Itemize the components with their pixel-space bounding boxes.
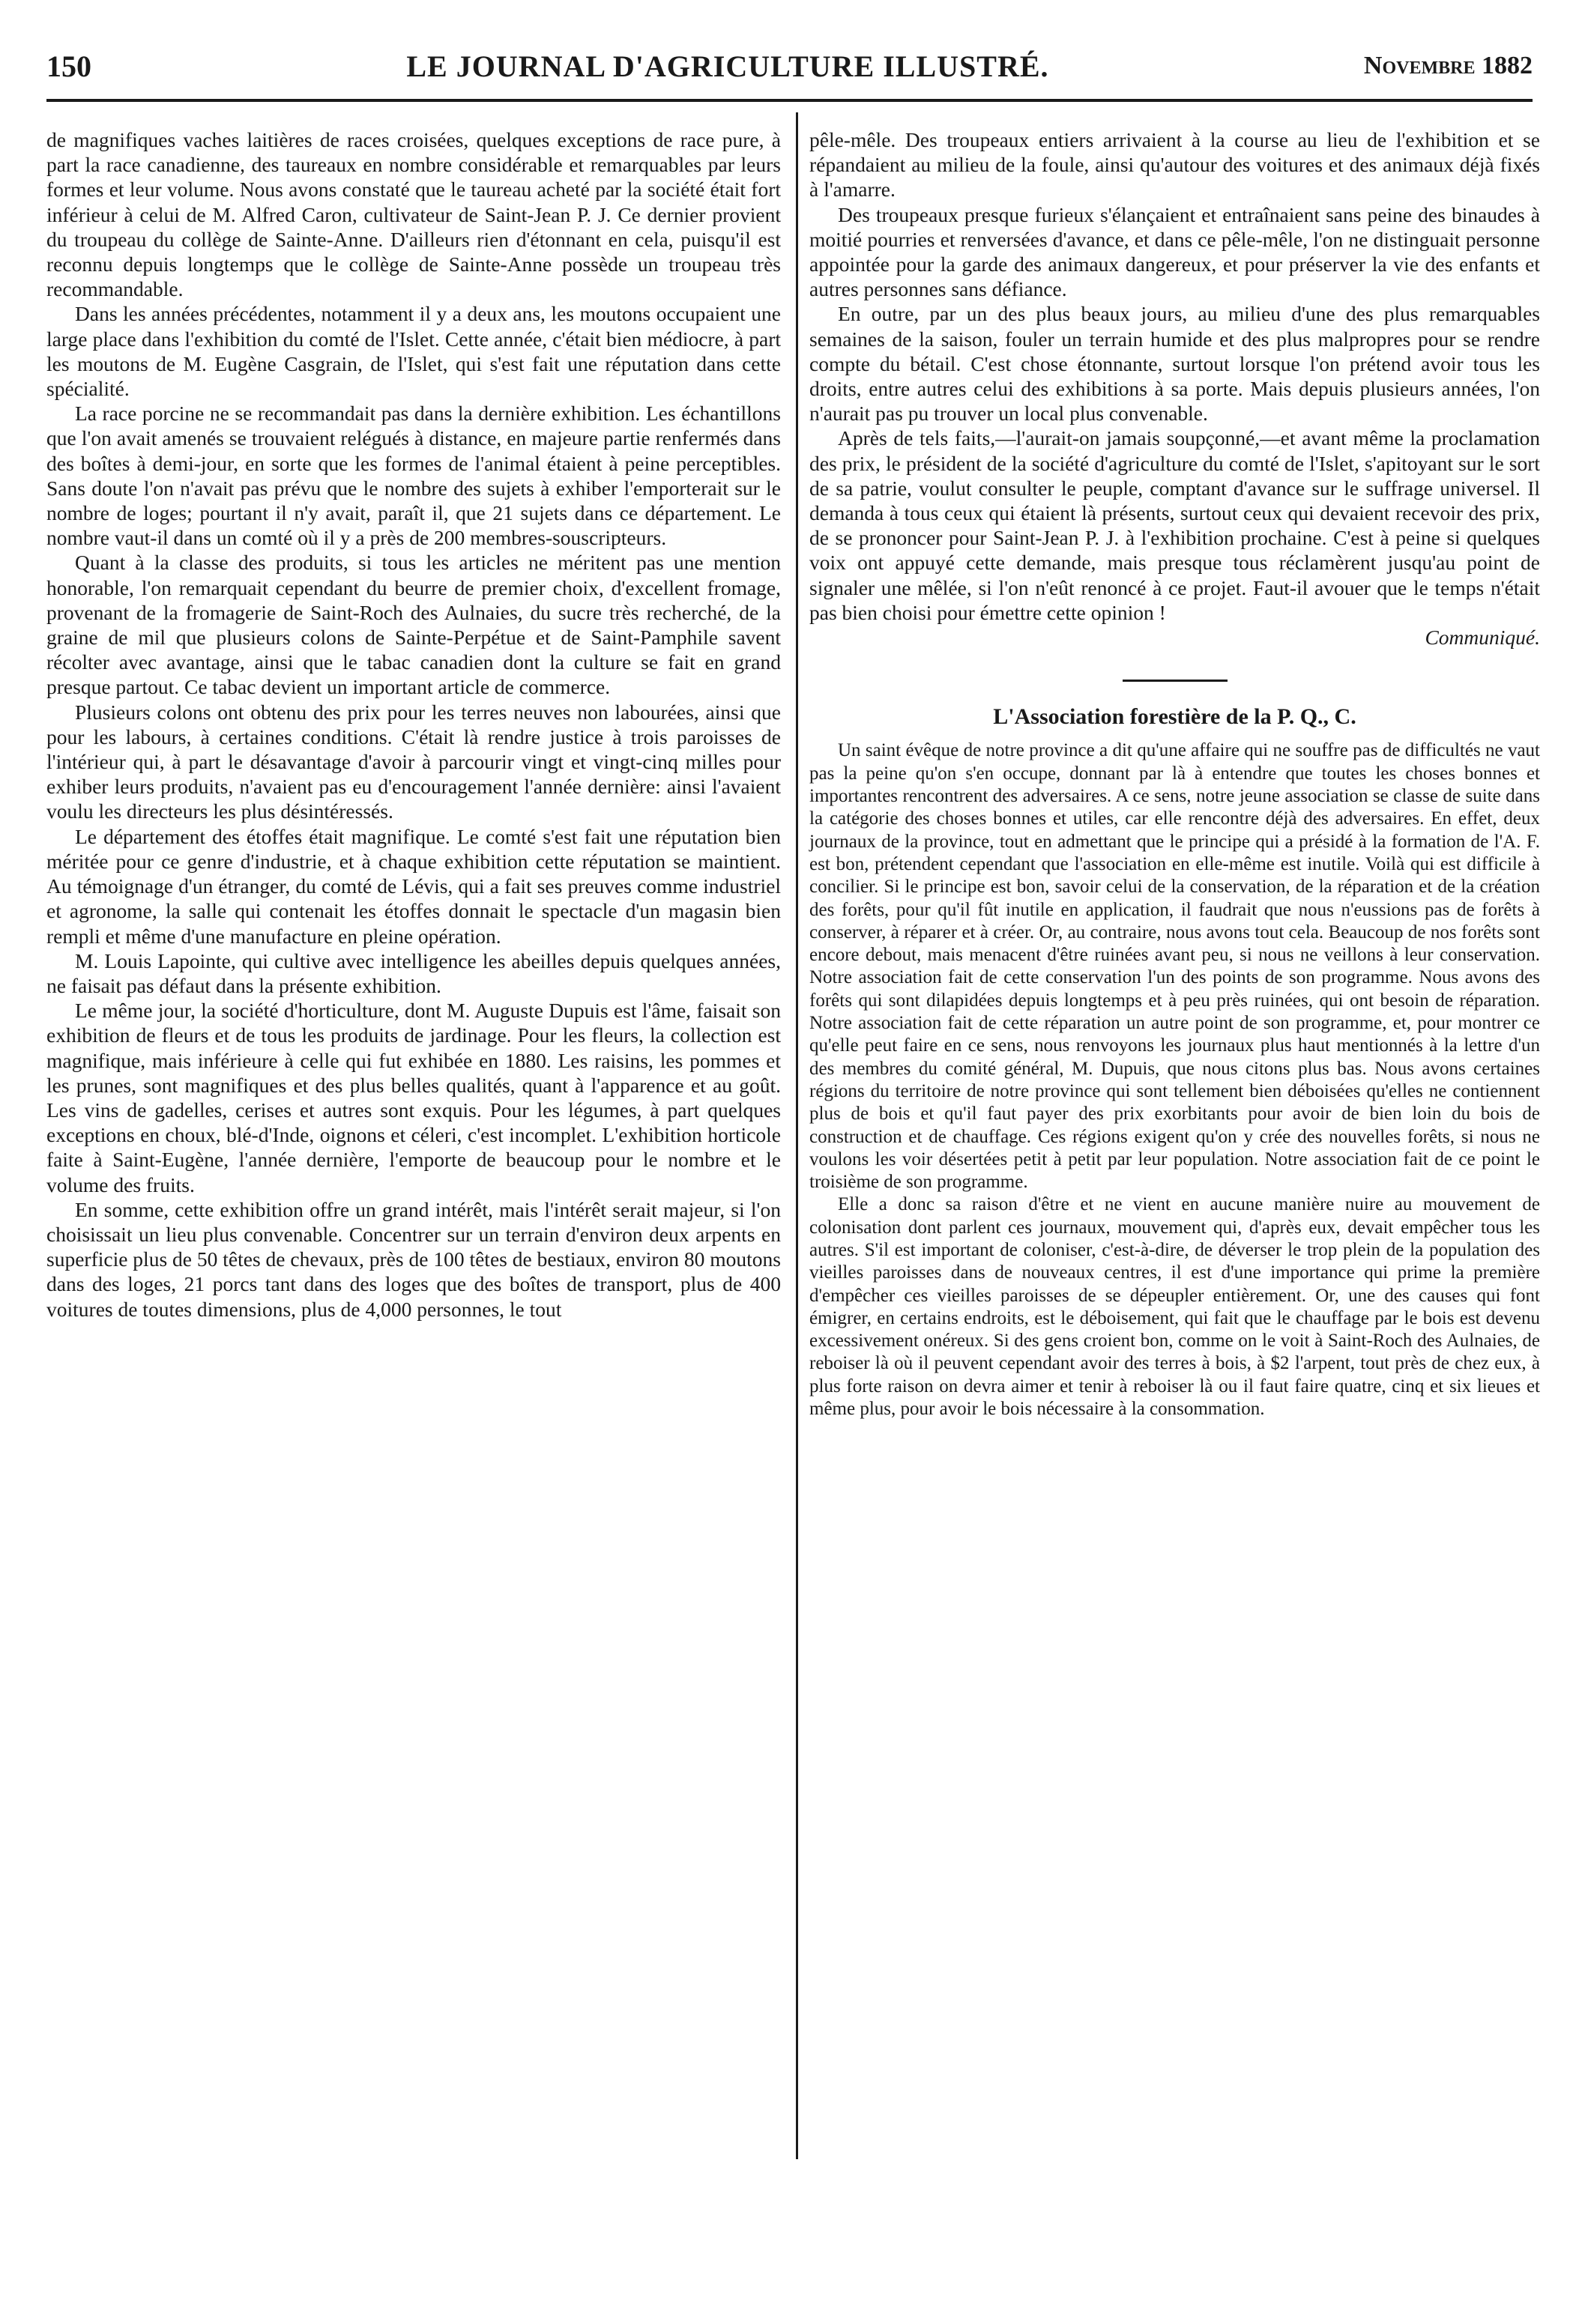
paragraph: pêle-mêle. Des troupeaux entiers arrivaient à la course au lieu de l'exhibition et se répandaient au milieu de la foule, ainsi qu'autour des voitures et des animaux déjà fixés à l'amarre. [809,128,1540,202]
page-header [46,43,1533,88]
section-title: L'Association forestière de la P. Q., C. [993,704,1356,730]
column-divider [796,112,798,2159]
paragraph: Quant à la classe des produits, si tous les articles ne méritent pas une mention honorable, l'on remarquait cependant du beurre de premier choix, d'excellent fromage, provenant de la fromagerie de Saint-Roch des Aulnaies, du sucre très recherché, de la graine de mil que plusieurs colons de Sainte-Perpétue et de Saint-Pamphile savent récolter avec avantage, ainsi que le tabac canadien dont la culture se fait en grand presque partout. Ce tabac devient un important article de commerce. [46,551,781,699]
paragraph: En somme, cette exhibition offre un grand intérêt, mais l'intérêt serait majeur, si l'on choisissait un lieu plus convenable. Concentrer sur un terrain d'environ deux arpents en superficie plus de 50 têtes de chevaux, près de 100 têtes de bestiaux, environ 80 moutons dans des loges, 21 porcs tant dans des loges que des boîtes de transport, plus de 400 voitures de toutes dimensions, plus de 4,000 personnes, le tout [46,1197,781,1321]
article-signature: Communiqué. [1425,626,1540,650]
issue-date: Novembre 1882 [1363,52,1533,79]
header-rule [46,99,1533,102]
paragraph: Le même jour, la société d'horticulture, dont M. Auguste Dupuis est l'âme, faisait son exhibition de fleurs et de tous les produits de jardinage. Pour les fleurs, la collection est magnifique, mais inférieure à celle qui fut exhibée en 1880. Les raisins, les pommes et les prunes, sont magnifiques et des plus belles qualités, quant à l'apparence et au goût. Les vins de gadelles, cerises et autres sont exquis. Pour les légumes, à part quelques exceptions en choux, blé-d'Inde, oignons et céleri, c'est incomplet. L'exhibition horticole faite à Saint-Eugène, l'année dernière, l'emporte de beaucoup pour le nombre et le volume des fruits. [46,999,781,1196]
paragraph: Un saint évêque de notre province a dit qu'une affaire qui ne souffre pas de difficultés ne vaut pas la peine qu'on s'en occupe, donnant par là à entendre que toutes les choses bonnes et importantes rencontrent des adversaires. A ce sens, notre jeune association se classe de suite dans la catégorie des choses bonnes et utiles, car elle rencontre déjà des adversaires. En effet, deux journaux de la province, tout en admettant que le principe qui a présidé à la formation de l'A. F. est bon, prétendent cependant que l'association en elle-même est inutile. Voilà qui est difficile à concilier. Si le principe est bon, savoir celui de la conservation, de la réparation et de la création des forêts, pour qu'il fût inutile en application, il faudrait que nous n'eussions pas de forêts à conserver, à réparer et à créer. Or, au contraire, nous avons tout cela. Beaucoup de nos forêts sont encore debout, mais menacent d'être ruinées avant peu, si nous ne veillons à leur conservation. Notre association fait de cette conservation l'un des points de son programme. Nous avons des forêts qui sont dilapidées depuis longtemps et à peu près ruinées, qui ont besoin de réparation. Notre association fait de cette réparation un autre point de son programme, et, pour montrer ce qu'elle peut faire en ce sens, nous renvoyons les journaux plus haut mentionnés à la lettre d'un des membres du comité général, M. Dupuis, que nous citons plus bas. Nous avons certaines régions du territoire de notre province qui sont tellement bien déboisées qu'elles ne contiennent plus de bois et qu'il faut payer des prix exorbitants pour avoir de bien loin du bois de construction et de chauffage. Ces régions exigent qu'on y crée des nouvelles forêts, si nous ne voulons les voir désertées petit à petit par leur population. Notre association fait de ce point le troisième de son programme. [809,740,1540,1193]
page-number: 150 [46,49,91,83]
paragraph: Elle a donc sa raison d'être et ne vient en aucune manière nuire au mouvement de colonisation dont parlent ces journaux, mouvement qui, d'après eux, devait empêcher tous les autres. S'il est important de coloniser, c'est-à-dire, de déverser le trop plein de la population des vieilles paroisses dans de nouveaux centres, il est d'une importance qui prime la première d'empêcher ces vieilles paroisses de se dépeupler entièrement. Or, une des causes qui font émigrer, en certains endroits, est le déboisement, qui fait que le chauffage par le bois est devenu excessivement onéreux. Si des gens croient bon, comme on le voit à Saint-Roch des Aulnaies, de reboiser là où il peuvent cependant avoir des terres à bois, à $2 l'arpent, tout près de chez eux, à plus forte raison on devra aimer et tenir à reboiser là ou il faut faire quatre, cinq et six lieues et même plus, pour avoir le bois nécessaire à la consommation. [809,1194,1540,1420]
paragraph: Plusieurs colons ont obtenu des prix pour les terres neuves non labourées, ainsi que pour les labours, à certaines conditions. C'était là rendre justice à trois paroisses de l'intérieur qui, à part le désavantage d'avoir à parcourir vingt et vingt-cinq milles pour exhiber leurs produits, n'avaient pas eu d'encouragement l'année dernière: ainsi l'avaient voulu les directeurs les plus désintéressés. [46,700,781,823]
right-column [809,127,1540,1420]
paragraph: Le département des étoffes était magnifique. Le comté s'est fait une réputation bien méritée pour ce genre d'industrie, et à chaque exhibition cette réputation se maintient. Au témoignage d'un étranger, du comté de Lévis, qui a fait ses preuves comme industriel et agronome, la salle qui contenait les étoffes donnait le spectacle d'un magasin bien rempli et même d'une manufacture en pleine opération. [46,824,781,948]
paragraph: Après de tels faits,—l'aurait-on jamais soupçonné,—et avant même la proclamation des prix, le président de la société d'agriculture du comté de l'Islet, s'apitoyant sur le sort de sa patrie, voulut consulter le peuple, comptant d'avance sur le suffrage universel. Il demanda à tous ceux qui étaient là présents, surtout ceux qui devaient recevoir des prix, de se prononcer pour Saint-Jean P. J. à l'exhibition prochaine. C'est à peine si quelques voix ont appuyé cette demande, mais presque tous réclamèrent jusqu'au point de signaler une mêlée, si l'on n'eût renoncé à ce projet. Faut-il avouer que le temps n'était pas bien choisi pour émettre cette opinion ! [809,426,1540,624]
paragraph: M. Louis Lapointe, qui cultive avec intelligence les abeilles depuis quelques années, ne faisait pas défaut dans la présente exhibition. [46,948,781,997]
section-separator [1123,680,1228,682]
paragraph: La race porcine ne se recommandait pas dans la dernière exhibition. Les échantillons que l'on avait amenés se trouvaient relégués à distance, en majeure partie renfermés dans des boîtes à demi-jour, en sorte que les formes de l'animal étaient à peine perceptibles. Sans doute l'on n'avait pas prévu que le nombre des sujets à exhiber l'emporterait sur le nombre de loges; pourtant il n'y avait, paraît il, que 21 sujets dans ce département. Le nombre vaut-il dans un comté où il y a près de 200 membres-souscripteurs. [46,402,781,550]
paragraph: Des troupeaux presque furieux s'élançaient et entraînaient sans peine des binaudes à moitié pourries et renversées d'avance, et dans ce pêle-mêle, l'on ne distinguait personne appointée pour la garde des animaux dangereux, et pour préserver la vie des enfants et autres personnes sans défiance. [809,202,1540,301]
paragraph: En outre, par un des plus beaux jours, au milieu d'une des plus remarquables semaines de la saison, fouler un terrain humide et des plus malpropres pour se rendre compte du bétail. C'est chose étonnante, surtout lorsque l'on prétend avoir tous les droits, entre autres celui des exhibitions à sa porte. Mais depuis plusieurs années, l'on n'aurait pas pu trouver un local plus convenable. [809,302,1540,426]
paragraph: de magnifiques vaches laitières de races croisées, quelques exceptions de race pure, à part la race canadienne, des taureaux en nombre considérable et remarquables par leurs formes et leur volume. Nous avons constaté que le taureau acheté par la société était fort inférieur à celui de M. Alfred Caron, cultivateur de Saint-Jean P. J. Ce dernier provient du troupeau du collège de Sainte-Anne. D'ailleurs rien d'étonnant en cela, puisqu'il est reconnu depuis longtemps que le collège de Sainte-Anne possède un troupeau très recommandable. [46,128,781,301]
left-column [46,127,781,1322]
paragraph: Dans les années précédentes, notamment il y a deux ans, les moutons occupaient une large place dans l'exhibition du comté de l'Islet. Cette année, c'était bien médiocre, à part les moutons de M. Eugène Casgrain, de l'Islet, qui s'est fait une réputation dans cette spécialité. [46,302,781,401]
journal-title: LE JOURNAL D'AGRICULTURE ILLUSTRÉ. [406,49,1049,83]
